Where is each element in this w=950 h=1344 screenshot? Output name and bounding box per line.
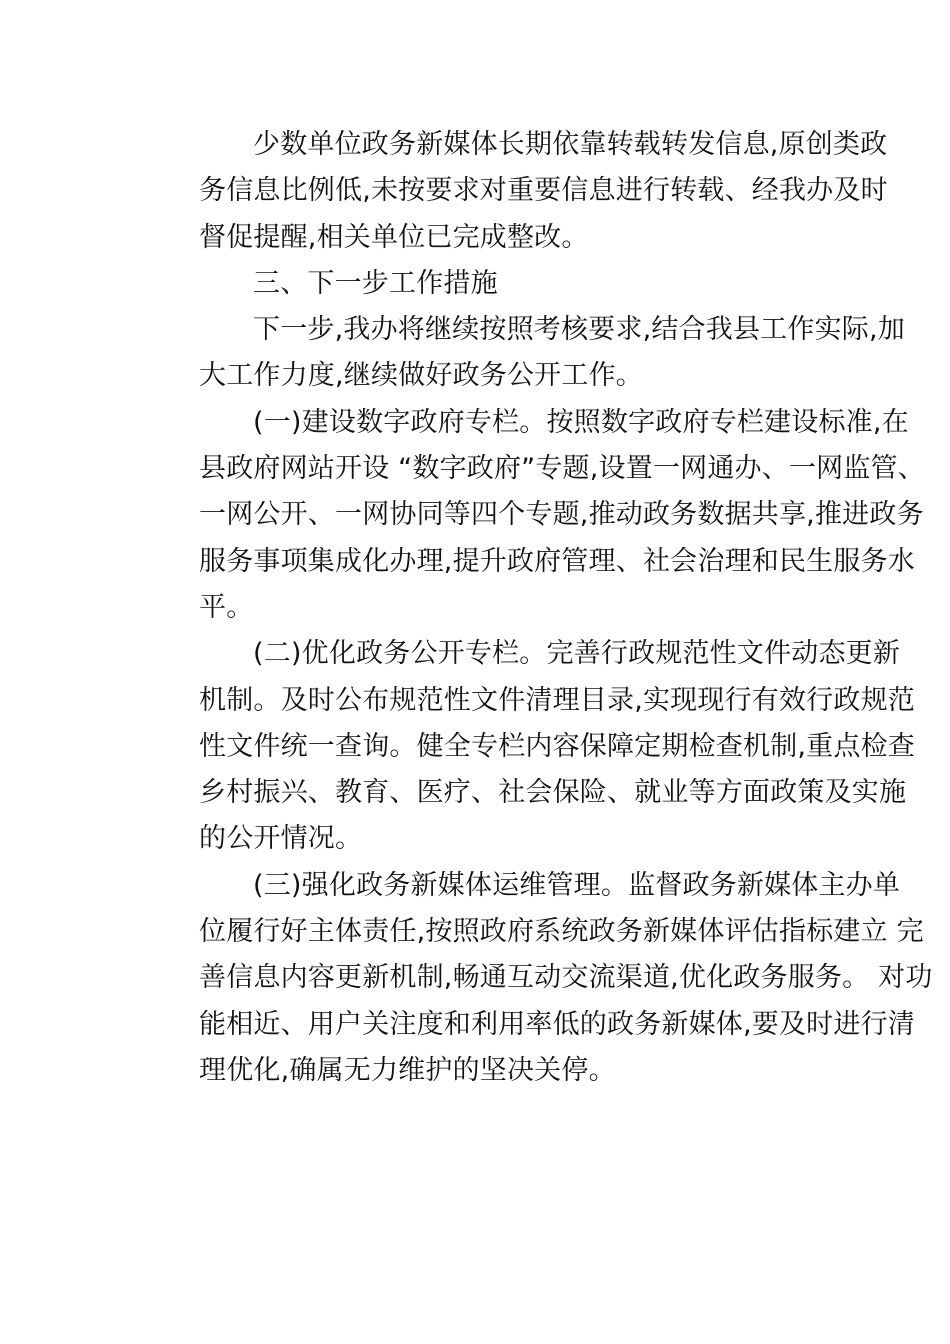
text-line: 少数单位政务新媒体长期依靠转载转发信息,原创类政	[253, 129, 888, 160]
text-line: 的公开情况。	[199, 823, 363, 855]
text-line: 位履行好主体责任,按照政府系统政务新媒体评估指标建立 完	[199, 916, 924, 948]
document-body	[145, 122, 933, 1094]
text-line: 下一步,我办将继续按照考核要求,结合我县工作实际,加	[253, 314, 905, 346]
section-heading	[145, 261, 825, 307]
text-line: 一网公开、一网协同等四个专题,推动政务数据共享,推进政务	[199, 499, 924, 531]
text-line: 务信息比例低,未按要求对重要信息进行转载、经我办及时	[199, 175, 888, 207]
section-heading-text: 三、下一步工作措施	[253, 267, 498, 299]
text-line: (一)建设数字政府专栏。按照数字政府专栏建设标准,在	[253, 406, 909, 438]
text-line: (二)优化政务公开专栏。完善行政规范性文件动态更新	[253, 638, 901, 670]
paragraph-item-2	[145, 631, 915, 862]
text-line: 性文件统一查询。健全专栏内容保障定期检查机制,重点检查	[199, 730, 915, 762]
text-line: 理优化,确属无力维护的坚决关停。	[199, 1054, 616, 1086]
text-line: 县政府网站开设 “数字政府”专题,设置一网通办、一网监管、	[199, 453, 925, 485]
text-line: 能相近、用户关注度和利用率低的政务新媒体,要及时进行清	[199, 1008, 915, 1040]
paragraph-1	[145, 122, 888, 261]
paragraph-item-3	[145, 863, 933, 1094]
text-line: 督促提醒,相关单位已完成整改。	[199, 221, 589, 253]
text-line: 乡村振兴、教育、医疗、社会保险、就业等方面政策及实施	[199, 777, 907, 809]
text-line: 机制。及时公布规范性文件清理目录,实现现行有效行政规范	[199, 684, 915, 716]
text-line: 大工作力度,继续做好政务公开工作。	[199, 360, 643, 392]
text-line: 服务事项集成化办理,提升政府管理、社会治理和民生服务水	[199, 545, 915, 577]
text-line: (三)强化政务新媒体运维管理。监督政务新媒体主办单	[253, 869, 901, 901]
paragraph-item-1	[145, 400, 925, 631]
text-line: 善信息内容更新机制,畅通互动交流渠道,优化政务服务。 对功	[199, 962, 933, 994]
paragraph-3	[145, 307, 905, 400]
text-line: 平。	[199, 591, 254, 623]
